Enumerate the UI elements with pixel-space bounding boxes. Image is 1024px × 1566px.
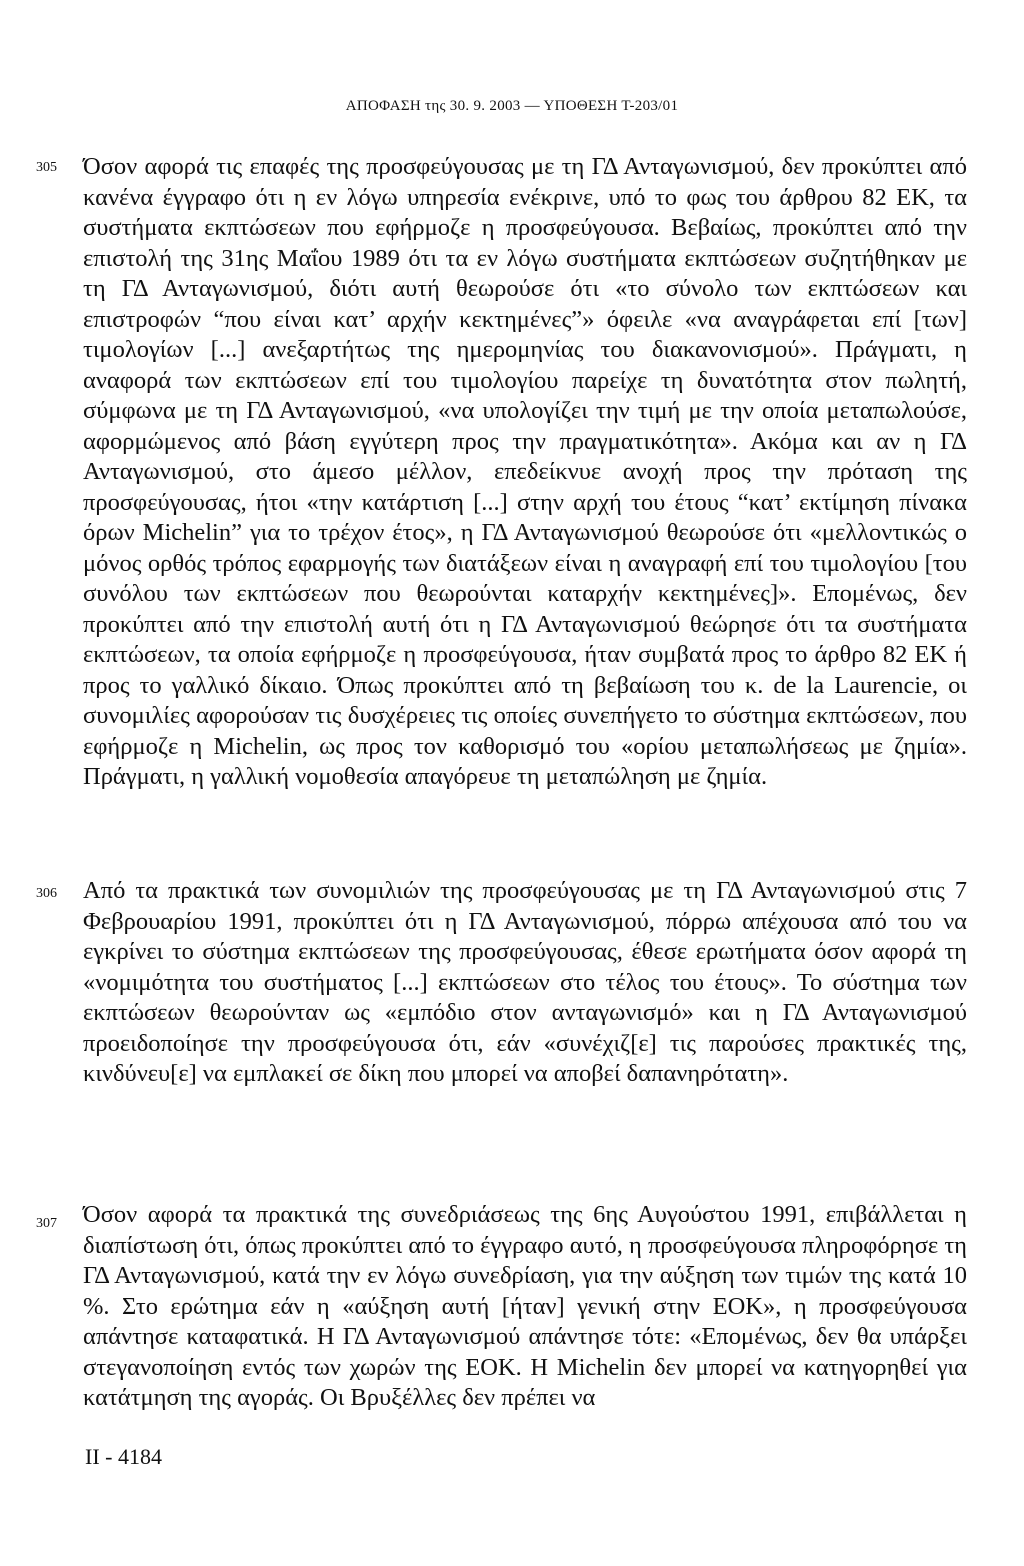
- page-header: ΑΠΟΦΑΣΗ της 30. 9. 2003 — ΥΠΟΘΕΣΗ Τ-203/01: [345, 98, 679, 114]
- paragraph-306: Από τα πρακτικά των συνομιλιών της προσφεύγουσας με τη ΓΔ Ανταγωνισμού στις 7 Φεβρουαρίου 1991, προκύπτει ότι η ΓΔ Ανταγωνισμού, πόρρω απέχουσα από του να εγκρίνει το σύστημα εκπτώσεων της προσφεύγουσας, έθεσε ερωτήματα όσον αφορά τη «νομιμότητα του συστήματος [...] εκπτώσεων στο τέλος του έτους». Το σύστημα των εκπτώσεων θεωρούνταν ως «εμπόδιο στον ανταγωνισμό» και η ΓΔ Ανταγωνισμού προειδοποίησε την προσφεύγουσα ότι, εάν «συνέχιζ[ε] τις παρούσες πρακτικές της, κινδύνευ[ε] να εμπλακεί σε δίκη που μπορεί να αποβεί δαπανηρότατη».: [83, 877, 967, 1087]
- paragraph-number-306: 306: [36, 886, 57, 901]
- paragraph-307: Όσον αφορά τα πρακτικά της συνεδριάσεως της 6ης Αυγούστου 1991, επιβάλλεται η διαπίστωση ότι, όπως προκύπτει από το έγγραφο αυτό, η προσφεύγουσα πληροφόρησε τη ΓΔ Ανταγωνισμού, κατά την εν λόγω συνεδρίαση, για την αύξηση των τιμών της κατά 10 %. Στο ερώτημα εάν η «αύξηση αυτή [ήταν] γενική στην ΕΟΚ», η προσφεύγουσα απάντησε καταφατικά. Η ΓΔ Ανταγωνισμού απάντησε τότε: «Επομένως, δεν θα υπάρξει στεγανοποίηση εντός των χωρών της ΕΟΚ. Η Michelin δεν μπορεί να κατηγορηθεί για κατάτμηση της αγοράς. Οι Βρυξέλλες δεν πρέπει να: [83, 1201, 967, 1411]
- paragraph-number-305: 305: [36, 160, 57, 175]
- page-number: II - 4184: [85, 1444, 162, 1469]
- paragraph-305: Όσον αφορά τις επαφές της προσφεύγουσας με τη ΓΔ Ανταγωνισμού, δεν προκύπτει από κανένα έγγραφο ότι η εν λόγω υπηρεσία ενέκρινε, υπό το φως του άρθρου 82 ΕΚ, τα συστήματα εκπτώσεων που εφήρμοζε η προσφεύγουσα. Βεβαίως, προκύπτει από την επιστολή της 31ης Μαΐου 1989 ότι τα εν λόγω συστήματα εκπτώσεων συζητήθηκαν με τη ΓΔ Ανταγωνισμού, διότι αυτή θεωρούσε ότι «το σύνολο των εκπτώσεων και επιστροφών “που είναι κατ’ αρχήν κεκτημένες”» όφειλε «να αναγράφεται επί [των] τιμολογίων [...] ανεξαρτήτως της ημερομηνίας του διακανονισμού». Πράγματι, η αναφορά των εκπτώσεων επί του τιμολογίου παρείχε τη δυνατότητα στον πωλητή, σύμφωνα με τη ΓΔ Ανταγωνισμού, «να υπολογίζει την τιμή με την οποία μεταπωλούσε, αφορμώμενος από βάση εγγύτερη προς την πραγματικότητα». Ακόμα και αν η ΓΔ Ανταγωνισμού, στο άμεσο μέλλον, επεδείκνυε ανοχή προς την πρόταση της προσφεύγουσας, ήτοι «την κατάρτιση [...] στην αρχή του έτους “κατ’ εκτίμηση πίνακα όρων Michelin” για το τρέχον έτος», η ΓΔ Ανταγωνισμού θεωρούσε ότι «μελλοντικώς ο μόνος ορθός τρόπος εφαρμογής των διατάξεων είναι η αναγραφή επί του τιμολογίου [του συνόλου των εκπτώσεων που θεωρούνται καταρχήν κεκτημένες]». Επομένως, δεν προκύπτει από την επιστολή αυτή ότι η ΓΔ Ανταγωνισμού θεώρησε ότι τα συστήματα εκπτώσεων, τα οποία εφήρμοζε η προσφεύγουσα, ήταν συμβατά προς το άρθρο 82 ΕΚ ή προς το γαλλικό δίκαιο. Όπως προκύπτει από τη βεβαίωση του κ. de la Laurencie, οι συνομιλίες αφορούσαν τις δυσχέρειες τις οποίες συνεπήγετο το σύστημα εκπτώσεων, που εφήρμοζε η Michelin, ως προς τον καθορισμό του «ορίου μεταπωλήσεως με ζημία». Πράγματι, η γαλλική νομοθεσία απαγόρευε τη μεταπώληση με ζημία.: [83, 153, 967, 790]
- paragraph-number-307: 307: [36, 1216, 57, 1231]
